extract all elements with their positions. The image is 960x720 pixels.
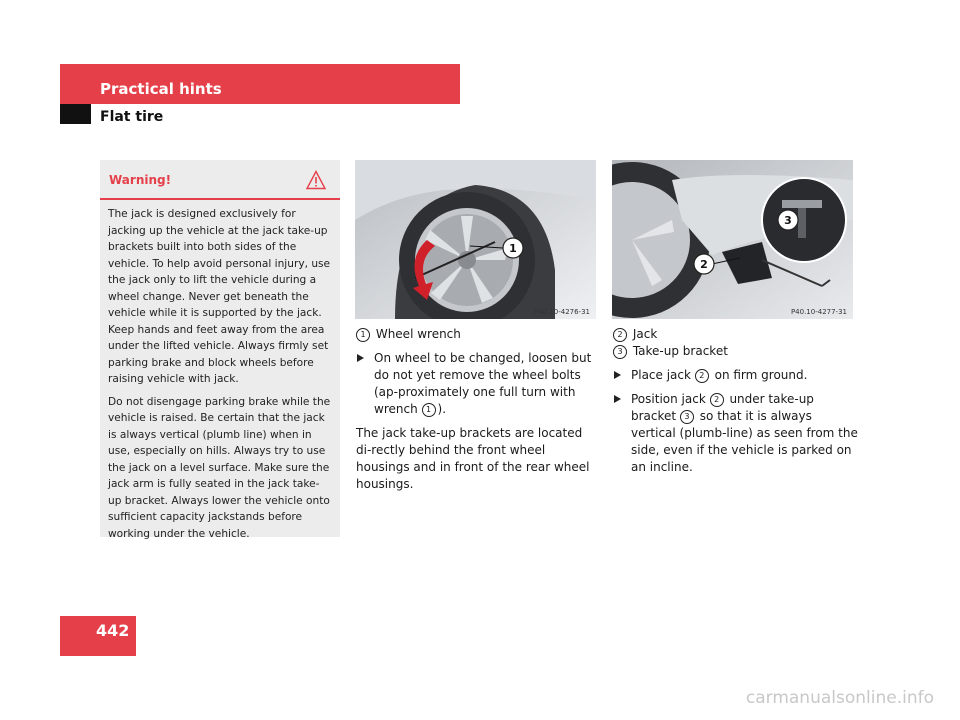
instruction-step	[356, 350, 601, 418]
callout-1-label: 1	[509, 242, 517, 255]
figure-code: P40.10-4277-31	[790, 308, 847, 316]
callout-number: 2	[695, 369, 709, 383]
figure-code: P40.10-4276-31	[533, 308, 590, 316]
warning-body	[100, 200, 340, 542]
callout-number: 2	[710, 393, 724, 407]
warning-paragraph: Do not disengage parking brake while the vehicle is raised. Be certain that the jack is always vertical (plumb line) when in use, especially on hills. Always try to use the jack on a level surface. Make sure the jack arm is fully seated in the jack take-up bracket. Always lower the vehicle onto sufficient capacity jackstands before working under the vehicle.	[108, 395, 331, 540]
callout-number: 3	[613, 345, 627, 359]
step-text: Place jack	[631, 368, 691, 382]
subsection-title: Flat tire	[100, 109, 164, 125]
instructions-column-2	[613, 326, 858, 483]
warning-triangle-icon	[306, 170, 326, 190]
callout-number: 1	[356, 328, 370, 342]
warning-header	[100, 160, 340, 200]
instructions-column-1	[356, 326, 601, 500]
legend-item	[356, 326, 601, 343]
bullet-arrow-icon	[614, 371, 621, 379]
wheel-illustration	[355, 160, 596, 319]
legend-text: Jack	[632, 327, 658, 341]
legend-item	[613, 326, 858, 343]
legend-text: Wheel wrench	[375, 327, 461, 341]
step-text: on firm ground.	[714, 368, 808, 382]
callout-number: 1	[422, 403, 436, 417]
section-title: Practical hints	[100, 80, 222, 98]
step-text: under take-up bracket	[631, 392, 814, 423]
jack-illustration	[612, 160, 853, 319]
wheel-wrench-figure	[355, 160, 596, 319]
callout-number: 3	[680, 410, 694, 424]
step-text: On wheel to be changed, loosen but do not yet remove the wheel bolts (ap-proximately one full turn with wrench	[374, 351, 592, 416]
step-text: so that it is always vertical (plumb-line) as seen from the side, even if the vehicle is parked on an incline.	[631, 409, 858, 474]
legend-item	[613, 343, 858, 360]
bullet-arrow-icon	[614, 395, 621, 403]
watermark: carmanualsonline.info	[745, 688, 934, 708]
instruction-step	[613, 367, 858, 384]
page-number: 442	[96, 621, 130, 640]
jack-figure	[612, 160, 853, 319]
step-text-end: ).	[437, 402, 447, 416]
callout-2-label: 2	[700, 258, 708, 271]
paragraph: The jack take-up brackets are located di-rectly behind the front wheel housings and in front of the rear wheel housings.	[356, 426, 590, 491]
warning-box	[100, 160, 340, 540]
subsection-marker	[60, 104, 91, 124]
callout-number: 2	[613, 328, 627, 342]
step-text: Position jack	[631, 392, 706, 406]
bullet-arrow-icon	[357, 354, 364, 362]
warning-title: Warning!	[109, 173, 172, 187]
warning-paragraph: The jack is designed exclusively for jacking up the vehicle at the jack take-up brackets built into both sides of the vehicle. To help avoid personal injury, use the jack only to lift the vehicle during a wheel change. Never get beneath the vehicle while it is supported by the jack. Keep hands and feet away from the area under the lifted vehicle. Always firmly set parking brake and block wheels before raising vehicle with jack.	[108, 208, 331, 385]
callout-3-label: 3	[784, 214, 792, 227]
legend-text: Take-up bracket	[632, 344, 728, 358]
instruction-step	[613, 391, 858, 476]
